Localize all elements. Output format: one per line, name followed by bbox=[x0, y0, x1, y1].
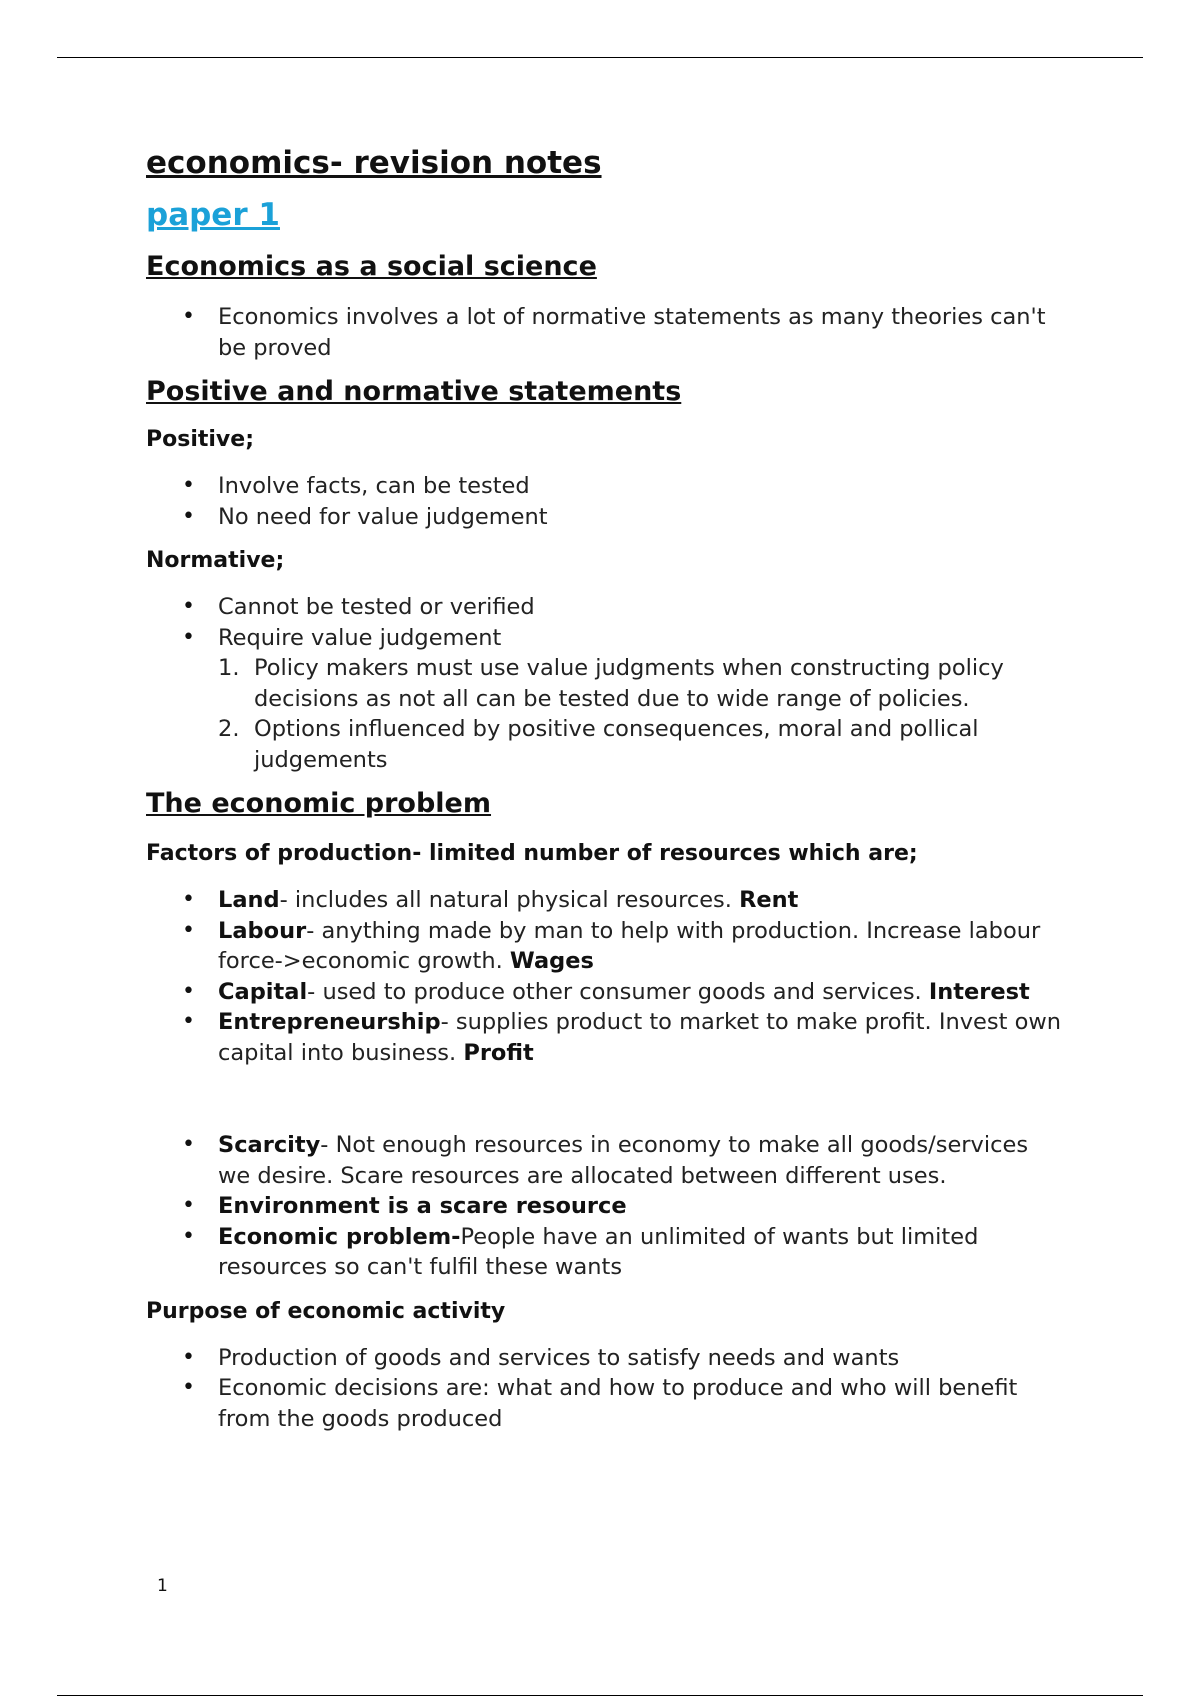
bullet-icon: • bbox=[182, 887, 195, 912]
list-item: • Entrepreneurship- supplies product to market to make profit. Invest own capital into business. Profit bbox=[182, 1009, 1062, 1066]
purpose-list bbox=[146, 1343, 1066, 1435]
normative-list bbox=[146, 592, 1066, 653]
footer-rule bbox=[57, 1695, 1143, 1696]
paper-heading[interactable]: paper 1 bbox=[146, 197, 280, 233]
list-item: • Production of goods and services to satisfy needs and wants bbox=[146, 1343, 1066, 1374]
list-item: • Capital- used to produce other consumer goods and services. Interest bbox=[146, 977, 1066, 1008]
section-heading-social-science: Economics as a social science bbox=[146, 251, 597, 282]
list-item: • Land- includes all natural physical resources. Rent bbox=[146, 885, 1066, 916]
list-item: • Labour- anything made by man to help with production. Increase labour force->economic growth. Wages bbox=[182, 917, 1041, 974]
section-heading-positive-normative: Positive and normative statements bbox=[146, 376, 682, 407]
bullet-icon: • bbox=[182, 978, 195, 1004]
section-heading-economic-problem: The economic problem bbox=[146, 788, 492, 819]
list-item: • Cannot be tested or verified bbox=[146, 592, 1066, 623]
numbered-item: 2. Options influenced by positive consequences, moral and pollical judgements bbox=[218, 716, 979, 773]
blank-space bbox=[146, 1068, 1066, 1130]
bullet-icon: • bbox=[182, 594, 195, 619]
list-item: • Scarcity- Not enough resources in economy to make all goods/services we desire. Scare resources are allocated between different uses. bbox=[182, 1132, 1029, 1189]
list-item: • Economics involves a lot of normative statements as many theories can't be proved bbox=[182, 304, 1046, 361]
purpose-label: Purpose of economic activity bbox=[146, 1298, 506, 1324]
social-science-list bbox=[146, 302, 1066, 363]
bullet-icon: • bbox=[182, 1009, 195, 1034]
factors-list bbox=[146, 885, 1066, 1068]
document-body bbox=[146, 138, 1066, 1434]
bullet-icon: • bbox=[182, 503, 195, 529]
bullet-icon: • bbox=[182, 1193, 195, 1218]
bullet-icon: • bbox=[182, 1132, 195, 1157]
bullet-icon: • bbox=[182, 1223, 195, 1249]
bullet-icon: • bbox=[182, 473, 195, 498]
positive-list bbox=[146, 471, 1066, 532]
list-item: • Environment is a scare resource bbox=[146, 1191, 1066, 1222]
list-item: • No need for value judgement bbox=[146, 502, 1066, 533]
list-item: • Economic problem-People have an unlimited of wants but limited resources so can't fulfil these wants bbox=[182, 1223, 979, 1280]
bullet-icon: • bbox=[182, 1375, 195, 1400]
document-title: economics- revision notes bbox=[146, 145, 602, 181]
normative-label: Normative; bbox=[146, 548, 285, 573]
header-rule bbox=[57, 57, 1143, 58]
list-item: • Involve facts, can be tested bbox=[146, 471, 1066, 502]
normative-numbered-list bbox=[146, 653, 1066, 775]
bullet-icon: • bbox=[182, 304, 195, 329]
list-item: • Require value judgement bbox=[146, 623, 1066, 654]
list-item: • Economic decisions are: what and how to produce and who will benefit from the goods produced bbox=[182, 1375, 1018, 1432]
numbered-item: 1. Policy makers must use value judgments when constructing policy decisions as not all can be tested due to wide range of policies. bbox=[218, 655, 1004, 712]
factors-label: Factors of production- limited number of resources which are; bbox=[146, 841, 918, 866]
bullet-icon: • bbox=[182, 917, 195, 943]
page-number: 1 bbox=[157, 1576, 168, 1596]
bullet-icon: • bbox=[182, 624, 195, 650]
positive-label: Positive; bbox=[146, 427, 254, 452]
bullet-icon: • bbox=[182, 1344, 195, 1370]
scarcity-list bbox=[146, 1130, 1066, 1283]
